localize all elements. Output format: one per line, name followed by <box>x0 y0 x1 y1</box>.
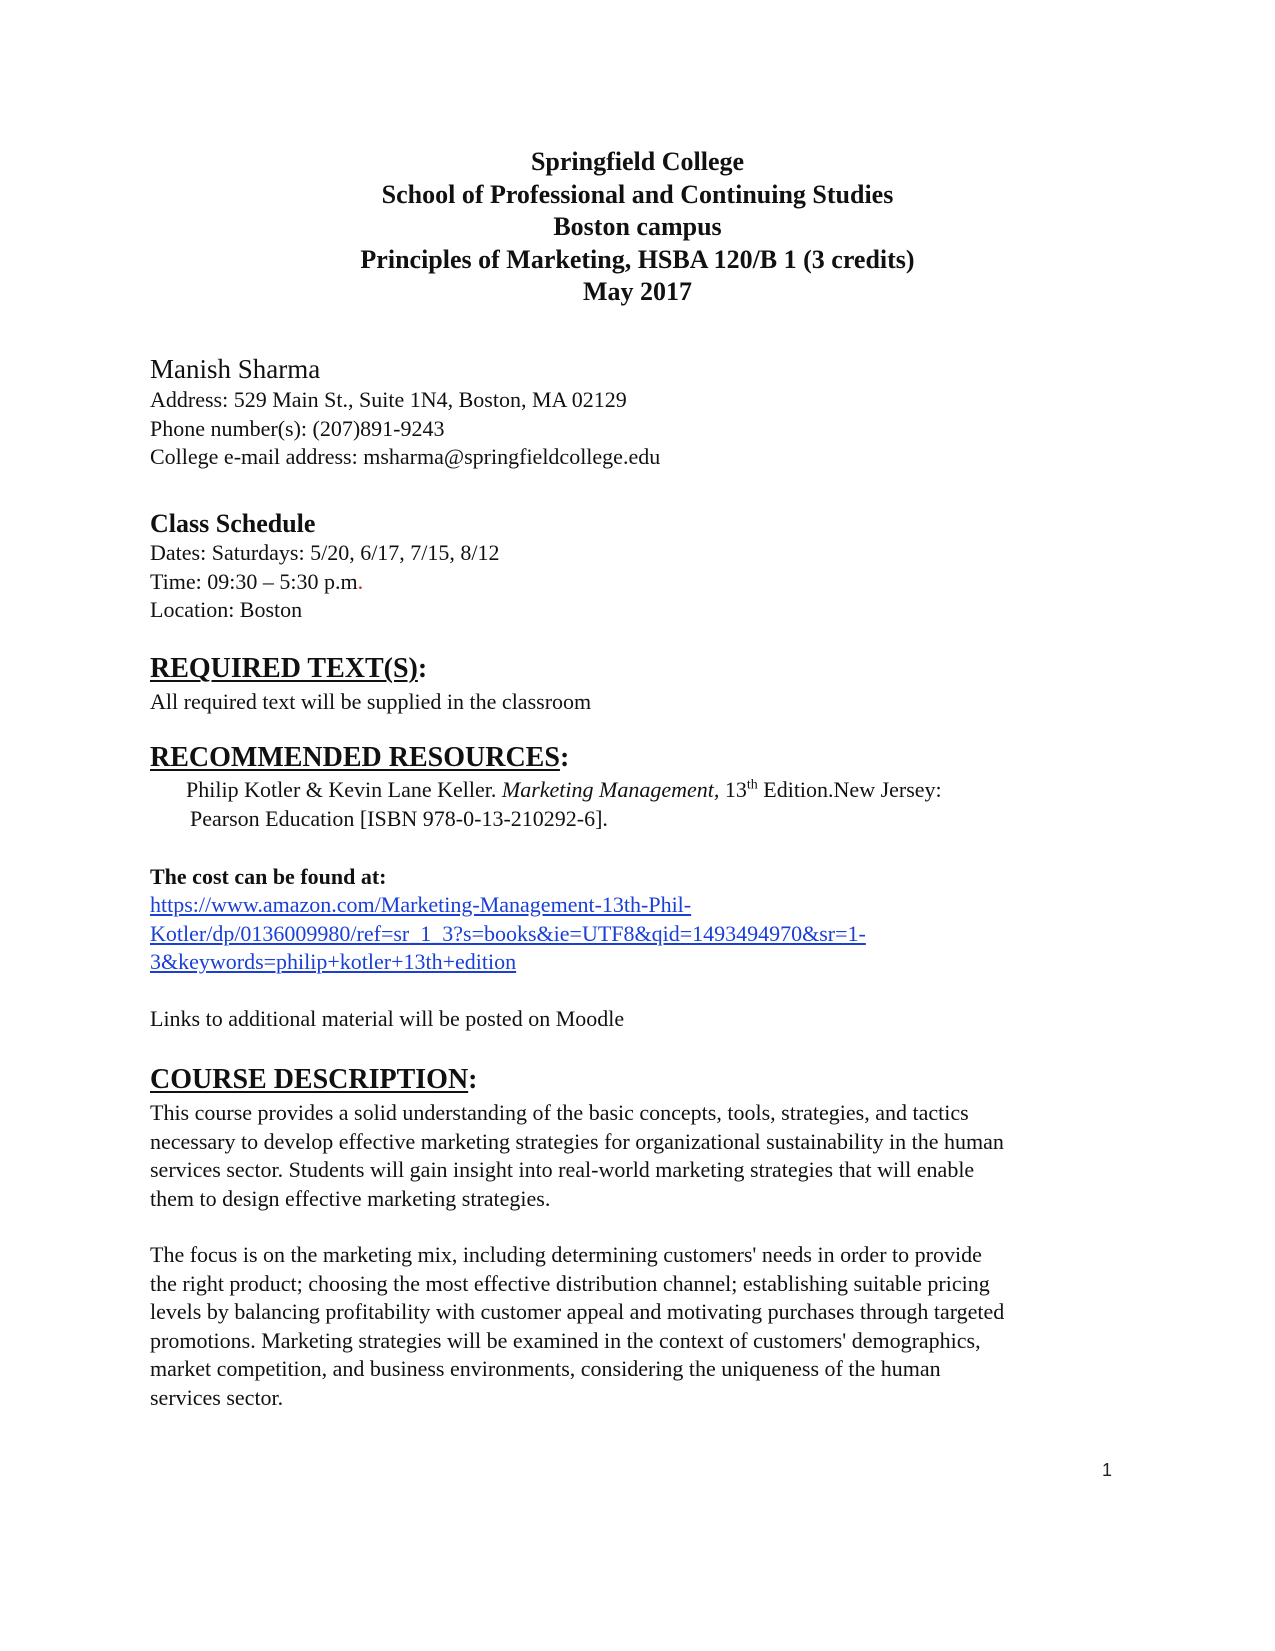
amazon-link-line-1[interactable]: https://www.amazon.com/Marketing-Management-13th-Phil- <box>150 892 692 917</box>
college-name: Springfield College <box>530 147 745 176</box>
page-number: 1 <box>1102 1460 1113 1480</box>
citation-authors: Philip Kotler & Kevin Lane Keller. <box>186 777 502 802</box>
desc-p2-line: levels by balancing profitability with customer appeal and motivating purchases through targeted <box>150 1299 1005 1325</box>
required-texts-heading-text: REQUIRED TEXT(S) <box>150 653 418 684</box>
desc-p2-line: the right product; choosing the most effective distribution channel; establishing suitable pricing <box>150 1270 990 1296</box>
class-schedule <box>150 539 1130 625</box>
school-name: School of Professional and Continuing Studies <box>381 179 894 209</box>
citation-book-title: Marketing Management, <box>501 777 720 802</box>
recommended-resource-citation <box>186 776 1166 833</box>
citation-publisher: Pearson Education [ISBN 978-0-13-210292-6]. <box>190 805 608 831</box>
citation-edition-number: 13 <box>719 777 747 802</box>
amazon-link-line-3[interactable]: 3&keywords=philip+kotler+13th+edition <box>150 949 517 974</box>
schedule-dates: Dates: Saturdays: 5/20, 6/17, 7/15, 8/12 <box>150 540 500 565</box>
course-description-paragraph-2 <box>150 1241 1130 1413</box>
citation-edition-rest: Edition.New Jersey: <box>757 777 942 802</box>
cost-link-block <box>150 891 1130 977</box>
instructor-phone: Phone number(s): (207)891-9243 <box>150 415 445 441</box>
desc-p1-line: necessary to develop effective marketing strategies for organizational sustainability in the human <box>150 1128 1004 1154</box>
desc-p1-line: This course provides a solid understanding of the basic concepts, tools, strategies, and tactics <box>150 1100 969 1125</box>
instructor-name: Manish Sharma <box>150 354 321 384</box>
schedule-location: Location: Boston <box>150 597 303 622</box>
desc-p2-line: promotions. Marketing strategies will be examined in the context of customers' demographics, <box>150 1327 981 1353</box>
schedule-time-text: Time: 09:30 – 5:30 p.m <box>150 568 358 594</box>
term: May 2017 <box>582 277 693 306</box>
citation-line-1 <box>186 776 1166 805</box>
required-texts-colon: : <box>417 653 428 684</box>
recommended-resources-colon: : <box>559 742 570 773</box>
amazon-link[interactable] <box>150 892 866 974</box>
desc-p2-line: The focus is on the marketing mix, including determining customers' needs in order to provide <box>150 1242 982 1267</box>
recommended-resources-heading-text: RECOMMENDED RESOURCES <box>150 742 560 773</box>
course-description-heading <box>150 1063 1130 1097</box>
cost-heading: The cost can be found at: <box>150 864 387 889</box>
course-title: Principles of Marketing, HSBA 120/B 1 (3 credits) <box>360 244 915 274</box>
instructor-contact <box>150 386 1130 472</box>
additional-material-note: Links to additional material will be posted on Moodle <box>150 1006 625 1031</box>
class-schedule-heading: Class Schedule <box>150 509 316 538</box>
course-description-colon: : <box>468 1064 478 1095</box>
campus-name: Boston campus <box>553 212 722 241</box>
course-description-paragraph-1 <box>150 1099 1130 1213</box>
desc-p2-line: market competition, and business environments, considering the uniqueness of the human <box>150 1356 941 1382</box>
schedule-time <box>150 568 1130 597</box>
amazon-link-line-2[interactable]: Kotler/dp/0136009980/ref=sr_1_3?s=books&ie=UTF8&qid=1493494970&sr=1- <box>150 920 866 946</box>
document-header <box>0 146 1275 309</box>
required-texts-heading <box>150 652 1130 686</box>
desc-p2-line: services sector. <box>150 1384 284 1410</box>
instructor-email: College e-mail address: msharma@springfieldcollege.edu <box>150 444 661 469</box>
recommended-resources-heading <box>150 741 1130 775</box>
desc-p1-line: them to design effective marketing strategies. <box>150 1185 551 1211</box>
citation-edition-suffix: th <box>746 777 758 793</box>
required-texts-body: All required text will be supplied in the classroom <box>150 689 592 714</box>
desc-p1-line: services sector. Students will gain insight into real-world marketing strategies that will enable <box>150 1157 975 1183</box>
course-description-heading-text: COURSE DESCRIPTION <box>150 1064 469 1095</box>
instructor-address: Address: 529 Main St., Suite 1N4, Boston, MA 02129 <box>150 387 627 412</box>
schedule-time-dot: . <box>357 568 364 594</box>
